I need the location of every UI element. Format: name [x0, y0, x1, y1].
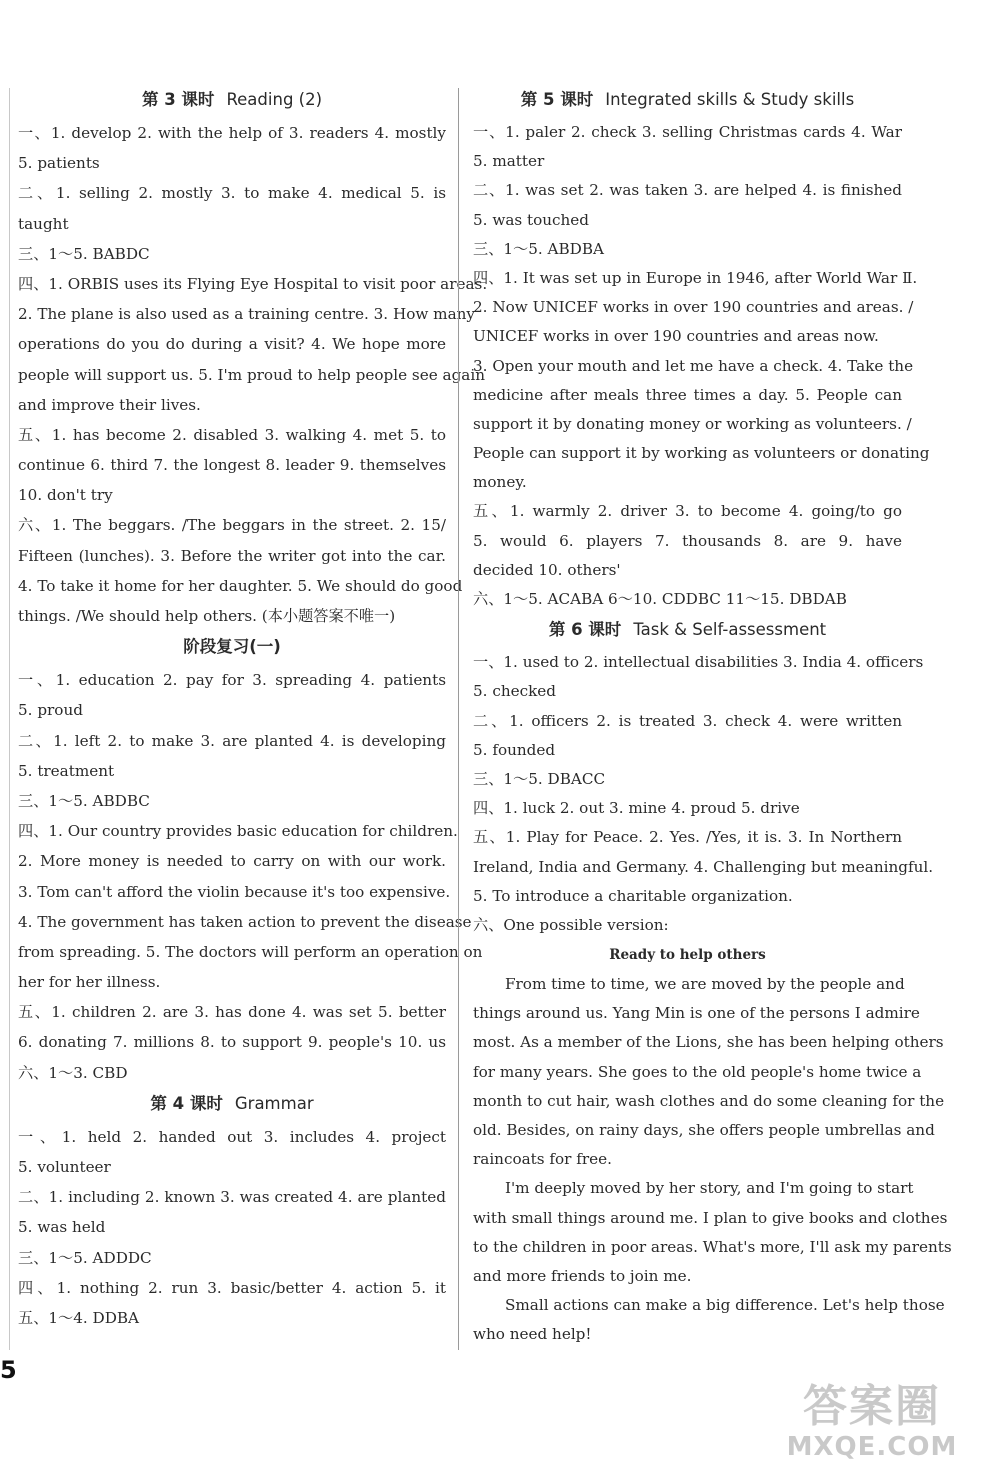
answer-line: taught	[18, 214, 69, 233]
answer-line: 4. The government has taken action to prevent the disease	[18, 912, 472, 931]
answer-line: 三、1～5. BABDC	[18, 244, 150, 263]
answer-line: money.	[473, 473, 527, 492]
answer-line: support it by donating money or working as volunteers. /	[473, 414, 912, 433]
answer-line: things. /We should help others. (本小题答案不唯一)	[18, 607, 396, 625]
heading-en: Task & Self-assessment	[633, 620, 827, 640]
answer-line: Fifteen (lunches). 3. Before the writer got into the car.	[18, 546, 446, 565]
heading-cn: 第 6 课时	[548, 620, 622, 640]
answer-line: UNICEF works in over 190 countries and areas now.	[473, 327, 879, 346]
answer-line: Ireland, India and Germany. 4. Challenging but meaningful.	[473, 857, 934, 876]
answer-line: 一、1. education 2. pay for 3. spreading 4. patients	[18, 671, 446, 690]
answer-line: 五、1. warmly 2. driver 3. to become 4. going/to go	[473, 502, 902, 521]
column-divider	[458, 88, 459, 1350]
watermark	[752, 1382, 992, 1462]
answer-line: 二、1. officers 2. is treated 3. check 4. were written	[473, 711, 902, 730]
heading-cn: 第 4 课时	[150, 1093, 223, 1113]
essay-line: most. As a member of the Lions, she has been helping others	[473, 1033, 944, 1052]
essay-line: and more friends to join me.	[473, 1266, 692, 1285]
answer-line: 五、1. Play for Peace. 2. Yes. /Yes, it is. 3. In Northern	[473, 828, 902, 847]
essay-line: From time to time, we are moved by the people and	[505, 975, 905, 994]
answer-line: 三、1～5. ABDBC	[18, 791, 150, 810]
answer-line: medicine after meals three times a day. 5. People can	[473, 385, 902, 404]
answer-line: and improve their lives.	[18, 395, 201, 414]
answer-line: 二、1. left 2. to make 3. are planted 4. is developing	[18, 731, 446, 750]
answer-line: 二、1. including 2. known 3. was created 4. are planted	[18, 1188, 446, 1207]
answer-line: 六、One possible version:	[473, 915, 669, 934]
answer-line: 一、1. held 2. handed out 3. includes 4. project	[18, 1127, 446, 1146]
heading-cn: 第 5 课时	[520, 90, 594, 109]
answer-line: 5. was held	[18, 1218, 106, 1237]
section-heading	[18, 84, 446, 118]
answer-line: 5. patients	[18, 154, 100, 173]
answer-line: 三、1～5. DBACC	[473, 769, 606, 788]
answer-line: 一、1. paler 2. check 3. selling Christmas cards 4. War	[473, 123, 902, 141]
answer-line: 2. More money is needed to carry on with our work.	[18, 852, 446, 871]
essay-line: who need help!	[473, 1325, 592, 1344]
answer-line: from spreading. 5. The doctors will perform an operation on	[18, 942, 483, 961]
answer-line: 六、1. The beggars. /The beggars in the street. 2. 15/	[18, 516, 446, 535]
essay-line: old. Besides, on rainy days, she offers people umbrellas and	[473, 1121, 935, 1139]
answer-line: 六、1～3. CBD	[18, 1063, 128, 1082]
answer-line: decided 10. others'	[473, 560, 621, 579]
heading-cn: 第 3 课时	[141, 90, 215, 109]
watermark-logo: 答案圈	[803, 1381, 941, 1432]
section-heading	[18, 631, 446, 665]
essay-line: for many years. She goes to the old people's home twice a	[473, 1062, 922, 1081]
answer-line: 5. checked	[473, 682, 557, 701]
answer-line: 5. founded	[473, 740, 556, 759]
essay-line: I'm deeply moved by her story, and I'm going to start	[505, 1179, 914, 1198]
answer-line: 5. volunteer	[18, 1158, 111, 1176]
left-column	[18, 84, 488, 1333]
essay-line: with small things around me. I plan to give books and clothes	[473, 1208, 948, 1227]
answer-line: people will support us. 5. I'm proud to help people see again	[18, 365, 485, 384]
essay-line: raincoats for free.	[473, 1150, 612, 1169]
answer-line: 四、1. It was set up in Europe in 1946, after World War Ⅱ.	[473, 268, 918, 287]
answer-line: 6. donating 7. millions 8. to support 9. people's 10. us	[18, 1033, 446, 1052]
answer-line: 一、1. develop 2. with the help of 3. readers 4. mostly	[18, 124, 446, 142]
answer-line: 二、1. selling 2. mostly 3. to make 4. medical 5. is	[18, 184, 446, 203]
right-column	[473, 84, 952, 1350]
answer-line: 五、1. has become 2. disabled 3. walking 4. met 5. to	[18, 425, 446, 444]
answer-line: 四、1. nothing 2. run 3. basic/better 4. action 5. it	[18, 1278, 446, 1297]
answer-line: 二、1. was set 2. was taken 3. are helped 4. is finished	[473, 181, 902, 200]
heading-en: Grammar	[234, 1093, 314, 1113]
left-margin-rule	[9, 88, 10, 1350]
essay-line: Small actions can make a big difference. Let's help those	[505, 1296, 945, 1315]
answer-line: 5. proud	[18, 701, 83, 720]
answer-line: 五、1. children 2. are 3. has done 4. was set 5. better	[18, 1003, 446, 1022]
heading-cn: 阶段复习(一)	[183, 637, 281, 657]
section-heading	[473, 614, 902, 648]
answer-line: 2. The plane is also used as a training centre. 3. How many	[18, 305, 475, 324]
answer-line: her for her illness.	[18, 973, 161, 992]
answer-line: People can support it by working as volunteers or donating	[473, 444, 930, 463]
answer-line: 三、1～5. ADDDC	[18, 1248, 152, 1267]
answer-line: continue 6. third 7. the longest 8. leader 9. themselves	[18, 456, 446, 475]
watermark-url: MXQE.COM	[786, 1432, 958, 1462]
answer-line: operations do you do during a visit? 4. We hope more	[18, 335, 446, 354]
essay-title: Ready to help others	[609, 947, 766, 964]
answer-line: 四、1. ORBIS uses its Flying Eye Hospital to visit poor areas.	[18, 274, 488, 293]
answer-line: 三、1～5. ABDBA	[473, 239, 604, 258]
answer-line: 5. treatment	[18, 761, 115, 780]
section-heading	[18, 1088, 446, 1122]
answer-line: 10. don't try	[18, 486, 113, 505]
answer-line: 四、1. Our country provides basic education for children.	[18, 822, 458, 841]
answer-line: 5. To introduce a charitable organization.	[473, 886, 793, 905]
answer-line: 一、1. used to 2. intellectual disabilities 3. India 4. officers	[473, 653, 924, 672]
essay-line: to the children in poor areas. What's more, I'll ask my parents	[473, 1237, 952, 1256]
answer-line: 4. To take it home for her daughter. 5. We should do good	[18, 576, 463, 595]
answer-line: 2. Now UNICEF works in over 190 countries and areas. /	[473, 298, 914, 317]
answer-line: 五、1～4. DDBA	[18, 1308, 140, 1327]
page-number: 5	[0, 1356, 17, 1384]
answer-line: 5. would 6. players 7. thousands 8. are 9. have	[473, 531, 902, 550]
heading-en: Integrated skills & Study skills	[605, 90, 855, 109]
section-heading	[473, 84, 902, 118]
answer-line: 六、1～5. ACABA 6～10. CDDBC 11～15. DBDAB	[473, 590, 847, 608]
answer-line: 四、1. luck 2. out 3. mine 4. proud 5. drive	[473, 799, 800, 818]
essay-line: things around us. Yang Min is one of the persons I admire	[473, 1004, 920, 1023]
heading-en: Reading (2)	[226, 90, 323, 109]
answer-line: 3. Open your mouth and let me have a check. 4. Take the	[473, 356, 914, 375]
answer-line: 5. was touched	[473, 210, 590, 229]
answer-line: 5. matter	[473, 152, 545, 171]
answer-line: 3. Tom can't afford the violin because it's too expensive.	[18, 882, 451, 901]
essay-line: month to cut hair, wash clothes and do some cleaning for the	[473, 1091, 945, 1110]
